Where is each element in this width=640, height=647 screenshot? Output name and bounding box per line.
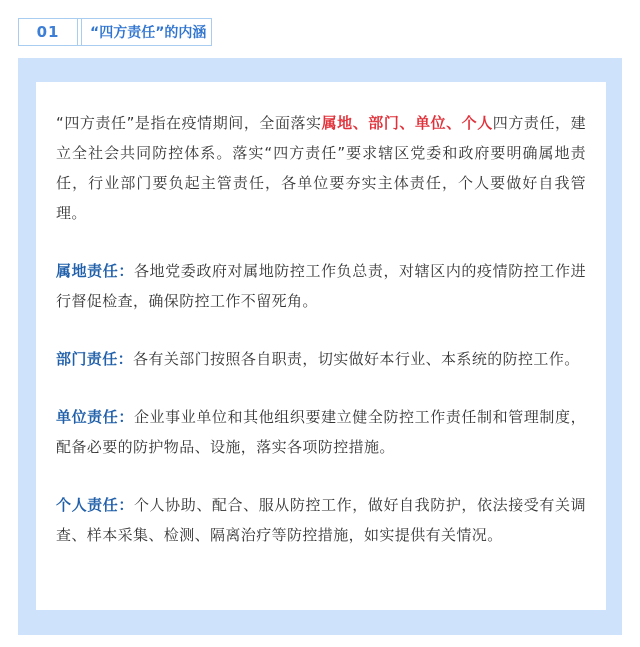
- section-header: [18, 18, 212, 46]
- responsibility-unit: [56, 402, 586, 462]
- responsibility-individual: [56, 490, 586, 550]
- responsibility-text: 企业事业单位和其他组织要建立健全防控工作责任制和管理制度，配备必要的防护物品、设施，落实各项防控措施。: [56, 408, 586, 456]
- responsibility-text: 各地党委政府对属地防控工作负总责，对辖区内的疫情防控工作进行督促检查，确保防控工作不留死角。: [56, 262, 586, 310]
- responsibility-label: 单位责任：: [56, 408, 134, 426]
- section-number: 01: [19, 19, 78, 45]
- responsibility-label: 部门责任：: [56, 350, 134, 368]
- responsibility-label: 属地责任：: [56, 262, 134, 280]
- intro-paragraph: [56, 108, 586, 228]
- responsibility-text: 各有关部门按照各自职责，切实做好本行业、本系统的防控工作。: [133, 350, 580, 368]
- section-title: “四方责任”的内涵: [90, 25, 207, 41]
- content-card: [36, 82, 606, 610]
- responsibility-label: 个人责任：: [56, 496, 134, 514]
- intro-text-after: 四方责任，建立全社会共同防控体系。落实“四方责任”要求辖区党委和政府要明确属地责任，行业部门要负起主管责任，各单位要夯实主体责任，个人要做好自我管理。: [56, 114, 586, 222]
- intro-highlight: 属地、部门、单位、个人: [321, 114, 493, 132]
- intro-text-before: “四方责任”是指在疫情期间，全面落实: [56, 114, 322, 132]
- responsibility-text: 个人协助、配合、服从防控工作，做好自我防护，依法接受有关调查、样本采集、检测、隔离治疗等防控措施，如实提供有关情况。: [56, 496, 586, 544]
- content-panel: [18, 58, 622, 635]
- responsibility-territorial: [56, 256, 586, 316]
- responsibility-department: [56, 344, 586, 374]
